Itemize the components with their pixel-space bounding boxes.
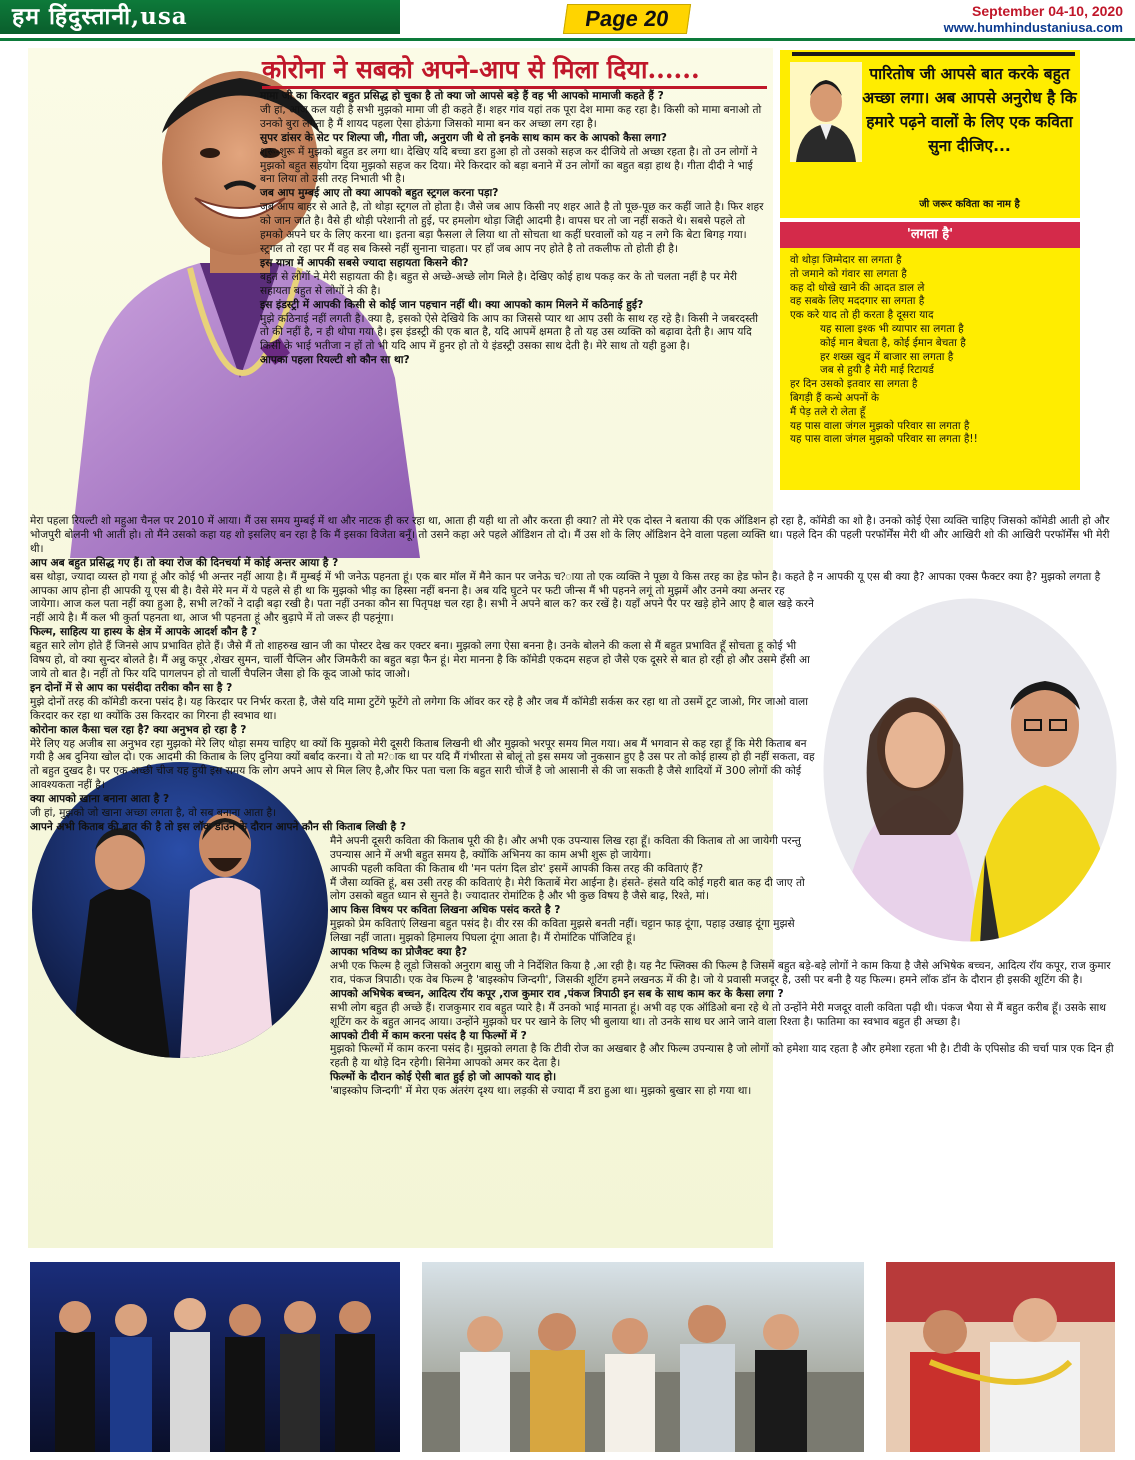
interview-question: कोरोना काल कैसा चल रहा है? क्या अनुभव हो रहा है ? (30, 723, 247, 736)
interview-answer: अभी एक फिल्म है लूडो जिसको अनुराग बासु जी ने निर्देशित किया है ,आ रही है। यह नैट फ्लिक्स की फिल्म है जिसमें बहुत बड़े-बड़े लोगों ने काम किया है जैसे अभिषेक बच्चन, आदित्य रॉय कपूर, राज कुमार राव, पंकज त्रिपाठी। एक वेब फिल्म है 'बाइस्कोप जिन्दगी', जिसकी शूटिंग हमने लखनऊ में की है। जो ये प्रवासी मजदूर है, उसी पर बनी है यह फिल्म। हमने लॉक डॉन के दौरान ही इसकी शूटिंग की है। (330, 960, 1111, 986)
header-rule (0, 38, 1135, 41)
interview-question: इस यात्रा में आपकी सबसे ज्यादा सहायता किसने की? (260, 256, 469, 269)
interview-answer: मैने अपनी दूसरी कविता की किताब पूरी की है। और अभी एक उपन्यास लिख रहा हूँ। कविता की किताब तो आ जायेगी परन्तु उपन्यास आने में अभी बहुत समय है, क्योंकि अभिनय का काम अभी शुरू हो जायेगा। (330, 834, 801, 861)
float-spacer-right-photo (815, 595, 1115, 945)
interview-question: फिल्मों के दौरान कोई ऐसी बात हुई हो जो आपको याद हो। (330, 1071, 557, 1084)
interviewer-photo (790, 62, 862, 162)
poem-intro: जी जरूर कविता का नाम है (919, 199, 1020, 210)
article-headline: कोरोना ने सबको अपने-आप से मिला दिया...... (262, 55, 700, 84)
poem-line: यह साला इश्क भी व्यापार सा लगता है (820, 322, 964, 335)
article-column-top (260, 90, 770, 368)
poem-line: यह पास वाला जंगल मुझको परिवार सा लगता है (790, 419, 970, 432)
poem-line: वो थोड़ा जिम्मेदार सा लगता है (790, 254, 902, 266)
poem-line: यह पास वाला जंगल मुझको परिवार सा लगता है!! (790, 433, 978, 446)
headline-rule (262, 86, 767, 89)
interview-answer: मेरे लिए यह अजीब सा अनुभव रहा मुझको मेरे लिए थोड़ा समय चाहिए था क्यों कि मुझको मेरी दूसरी किताब लिखनी थी और मुझको भरपूर समय मिल गया। अब मैं भगवान से कह रहा हूँ कि मेरी किताब बन गयी है अब दुनिया खोल दो। एक आदमी की किताब के लिए दुनिया क्यों बर्बाद करना। ये तो म?ाक था पर यदि मैं गंभीरता से बोलूं तो इस समय जो नुकसान हुए है उस पर तो कोई हास्य हो ही नहीं सकता, वह तो बहुत दुखद है। पर एक अच्छी चीज यह हुयी इस समय कि लोग अपने आप से मिल लिए है,और फिर पता चला कि बहुत सारी चीजें है जो आसानी से की जा सकती है जैसे शादियों में 300 लोगों की कोई आवश्यकता नहीं है। (30, 737, 815, 792)
float-spacer-left-photo (30, 840, 330, 1140)
masthead: हम हिंदुस्तानी,usa (0, 0, 400, 34)
poem-line: कोई मान बेचता है, कोई ईमान बेचता है (820, 336, 966, 349)
interview-question: आप अब बहुत प्रसिद्ध गए हैं। तो क्या रोज की दिनचर्या में कोई अन्तर आया है ? (30, 556, 339, 569)
interview-answer: मैं जैसा व्यक्ति हूं, बस उसी तरह की कविताएं है। मेरी किताबें मेरा आईना है। हंसते- हंसते यदि कोई गहरी बात कह दी जाए तो लोग उसको बहुत ध्यान से सुनते है। ज्यादातर रोमांटिक है और भी कुछ विषय है जैसे बाढ़, रिश्ते, मां। (330, 876, 805, 903)
site-url[interactable]: www.humhindustaniusa.com (943, 20, 1123, 35)
interview-answer: मुझको प्रेम कविताएं लिखना बहुत पसंद है। वीर रस की कविता मुझसे बनती नहीं। चट्टान फाड़ दूंगा, पहाड़ उखाड़ दूंगा मुझसे लिखा नहीं जाता। मुझको हिमालय पिघला दूंगा आता है। मैं रोमांटिक पॉजिटिव हूं। (330, 918, 795, 945)
interview-answer: बहुत सारे लोग होते हैं जिनसे आप प्रभावित होते हैं। जैसे मैं तो शाहरुख खान जी का पोस्टर देख कर एक्टर बना। मुझको लगा ऐसा बनना है। उनके बोलने की कला से मैं बहुत प्रभावित हूँ सोचता हू कोई भी विषय हो, वो क्या सुन्दर बोलते है। मैं अन्नु कपूर ,शेखर सुमन, चार्ली चैप्लिन और जिमकैरी का बहुत बड़ा फैन हूं। मेरा मानना है कि कॉमेडी एकदम सहज हो जैसे एक दूसरे से बात हो रही हो और उसमे हँसी आ जाये तो बात है। नहीं तो फिर यदि पागलपन हो तो चार्ली चैपलिन जैसा हो कि कूद जाओ फांद जाओ। (30, 640, 810, 680)
interview-question: आपको अभिषेक बच्चन, आदित्य रॉय कपूर ,राज कुमार राव ,पंकज त्रिपाठी इन सब के साथ काम कर के कैसा लगा ? (330, 987, 784, 1000)
article-column-full (30, 515, 1115, 1140)
interview-answer: मुझे कठिनाई नहीं लगती है। क्या है, इसको ऐसे देखिये कि आप का जिससे प्यार था आप उसी के साथ रह रहे है। किसी ने जबरदस्ती तो की नहीं है, न ही थोपा गया है। इस इंडस्ट्री की एक बात है, यदि आपमें क्षमता है तो यह उस व्यक्ति को बढ़ावा देती है। आप यदि किसी के भाई भतीजा न हों तो भी यदि आप में हुनर हो तो ये इंडस्ट्री उसका साथ देती है। मेरे साथ तो यही हुआ है। (260, 312, 759, 353)
poem-line: एक करे याद तो ही करता है दूसरा याद (790, 309, 934, 322)
poem-line: बिगड़ी हैं कन्धे अपनों के (790, 391, 879, 404)
interview-question: क्या आपको खाना बनाना आता है ? (30, 793, 170, 806)
poem-line: जब से हुयी है मेरी माई रिटायर्ड (820, 364, 934, 377)
interview-answer: जी हां, आज कल यही है सभी मुझको मामा जी ही कहते हैं। शहर गांव यहां तक पूरा देश मामा कह रहा है। किसी को मामा बनाओ तो उनको बुरा लगता है मैं शायद पहला ऐसा होऊंगा जिसको मामा बन कर अच्छा लग रहा है। (260, 103, 762, 130)
interview-answer: मेरा पहला रियल्टी शो महुआ चैनल पर 2010 में आया। मैं उस समय मुम्बई में था और नाटक ही कर रहा था, आता ही यही था तो और करता ही क्या? तो मेरे एक दोस्त ने बताया की एक ऑडिशन हो रहा है, कॉमेडी का शो है। उनको कोई ऐसा व्यक्ति चाहिए जिसको कॉमेडी आती हो और भोजपुरी बोलनी भी आती हो। तो मैंने उसको कहा यह शो इसलिए बन रहा है कि मैं इसका विजेता बनूँ। तो उसने कहा अरे पहले ऑडिशन तो दो। मैं उस शो के लिए ऑडिशन देने वाला पहला व्यक्ति था। पहले दिन की पहली परफॉर्मेंस मेरी थी और आखिरी शो की आखिरी परफॉर्मेंस भी मेरी थी। (30, 515, 1110, 555)
sidebar-quote: पारितोष जी आपसे बात करके बहुत अच्छा लगा। अब आपसे अनुरोध है कि हमारे पढ़ने वालों के लिए एक कविता सुना दीजिए... (862, 65, 1077, 155)
interview-answer: 'बाइस्कोप जिन्दगी' में मेरा एक अंतरंग दृश्य था। लड़की से ज्यादा मैं डरा हुआ था। मुझको बुखार सा हो गया था। (330, 1085, 752, 1098)
interview-question: इन दोनों में से आप का पसंदीदा तरीका कौन सा है ? (30, 681, 233, 694)
interview-answer: सभी लोग बहुत ही अच्छे हैं। राजकुमार राव बहुत प्यारे है। मैं उनको भाई मानता हूं। अभी वह एक ऑडिओ बना रहे थे तो उन्होंने मेरी मजदूर वाली कविता पढ़ी थी। पंकज भैया से मैं बहुत करीब हूँ। उसके साथ शूटिंग कर के बहुत आनद आया। उन्होंने मुझको घर पर खाने के लिए भी बुलाया था। तो उनके साथ घर आने जाने वाला रिश्ता है। फातिमा का स्वभाव बहुत ही अच्छा है। (330, 1001, 1107, 1028)
interview-question: आप किस विषय पर कविता लिखना अधिक पसंद करते है ? (330, 904, 561, 917)
sidebar-rule (792, 52, 1075, 56)
poem-line: मैं पेड़ तले रो लेता हूँ (790, 405, 866, 418)
interview-question: मामा जी का किरदार बहुत प्रसिद्ध हो चुका है तो क्या जो आपसे बड़े हैं वह भी आपको मामाजी कहते हैं ? (260, 90, 664, 102)
poem-line: वह सबके लिए मददगार सा लगता है (790, 295, 925, 308)
issue-date: September 04-10, 2020 (972, 3, 1123, 19)
poem-line: हर दिन उसको इतवार सा लगता है (790, 378, 918, 391)
interview-answer: जी हां, मुझको जो खाना अच्छा लगता है, वो सब बनाना आता है। (30, 807, 277, 820)
interview-question: जब आप मुम्बई आए तो क्या आपको बहुत स्ट्रगल करना पड़ा? (260, 187, 499, 200)
interview-question: आपका पहला रियल्टी शो कौन सा था? (260, 354, 410, 367)
poem-title: 'लगता है' (780, 222, 1080, 248)
poem (790, 254, 1075, 447)
poem-line: कह दो धोखे खाने की आदत डाल ले (790, 281, 925, 294)
interview-answer: बहुत से लोगों ने मेरी सहायता की है। बहुत से अच्छे-अच्छे लोग मिले है। देखिए कोई हाथ पकड़ कर के तो चलता नहीं है पर मेरी सहायता बहुत से लोगों ने की है। (260, 270, 737, 297)
interview-question: फिल्म, साहित्य या हास्य के क्षेत्र में आपके आदर्श कौन है ? (30, 626, 257, 639)
interview-question: आपने अभी किताब की बात की है तो इस लॉक डाउन के दौरान आपने कौन सी किताब लिखी है ? (30, 820, 406, 833)
interview-question: सुपर डांसर के सेट पर शिल्पा जी, गीता जी, अनुराग जी थे तो इनके साथ काम कर के आपको कैसा लगा? (260, 131, 667, 144)
poem-line: हर शख्स खुद में बाजार सा लगता है (820, 350, 954, 363)
interview-question: आपका भविष्य का प्रोजैक्ट क्या है? (330, 946, 468, 959)
poem-line: तो जमाने को गंवार सा लगता है (790, 267, 907, 280)
interview-answer: आपकी पहली कविता की किताब थी 'मन पतंग दिल डोर' इसमें आपकी किस तरह की कविताएं हैं? (330, 862, 704, 875)
interview-answer: शुरू-शुरू में मुझको बहुत डर लगा था। देखिए यदि बच्चा डरा हुआ हो तो उसको सहज कर दीजिये तो अच्छा रहता है। तो उन लोगों ने मुझको बहुत सहयोग दिया मुझको सहज कर दिया। मेरे किरदार को बड़ा बनाने में उन लोगों का बहुत बड़ा हाथ है। गीता दीदी ने भाई बना लिया तो उसी तरह निभाती भी है। (260, 145, 758, 186)
bottom-photo-strip (30, 1262, 1115, 1452)
interview-question: इस इंडस्ट्री में आपकी किसी से कोई जान पहचान नहीं थी। क्या आपको काम मिलने में कठिनाई हुई? (260, 298, 644, 311)
page-header (0, 0, 1135, 42)
interview-answer: जब आप बाहर से आते है, तो थोड़ा स्ट्रगल तो होता है। जैसे जब आप किसी नए शहर आते है तो पूछ-पूछ कर कहीं जाते है। फिर शहर को जान जाते है। वैसे ही थोड़ी परेशानी तो हुई, पर हमलोग थोड़ा जिद्दी आदमी है। वापस घर तो जा नहीं सकते थे। सबसे पहले तो हमको अपने घर के लिए करना था। इतना बड़ा फैसला ले लिया था तो सोचता था कहीं घरवालों को यह न लगे कि बेटा बिगड़ गया। स्ट्रगल तो रहा पर मैं वह सब किस्से नहीं सुनाना चाहता। पर हाँ जब आप नए होते है तो तकलीफ तो होती ही है। (260, 201, 764, 255)
interview-answer: बस थोड़ा, ज्यादा व्यस्त हो गया हूं और कोई भी अन्तर नहीं आया है। मैं मुम्बई में भी जनेऊ पहनता हूं। एक बार मॉल में मैने कान पर जनेऊ च?ाया तो एक व्यक्ति ने पूछा ये किस तरह का हेड फोन है। कहते है न आपकी यू एस बी क्या है? आपका एक्स फैक्टर क्या है? मुझको लगता है आपका आप होना ही आपकी यू एस बी है। वैसे मेरे मन में ये पहले से ही था कि मुझको भीड़ का हिस्सा नहीं बनना है। अब यदि घुटने पर फटी जीन्स मैं भी पहनने लगूं तो मुझमें और उनमे क्या अन्तर रह जायेगा। आज कल पता नहीं क्या हुआ है, सभी ल?कों ने दाढ़ी बढ़ा रखी है। पता नहीं उनका कौन सा पितृपक्ष चल रहा है। सभी ने अपने बाल क? कर रखें है। यहाँ अपने पैर पर खड़े होने आए है बाल खड़े करने नहीं आये है। मैं कल भी कुर्ता पहनता था, आज भी पहनता हूं और बुढ़ापे में तो जरूर ही पहनूंगा। (30, 570, 1101, 625)
interview-answer: मुझको फिल्मों में काम करना पसंद है। मुझको लगता है कि टीवी रोज का अखबार है और फिल्म उपन्यास है जो लोगों को हमेशा याद रहता है और हमेशा रहता भी है। टीवी के एपिसोड की चर्चा पात्र एक दिन ही रहती है या थोड़े दिन रहेगी। सिनेमा आपको अमर कर देता है। (330, 1043, 1114, 1070)
interview-question: आपको टीवी में काम करना पसंद है या फिल्मों में ? (330, 1029, 527, 1042)
page-number: Page 20 (563, 4, 691, 34)
interview-answer: मुझे दोनों तरह की कॉमेडी करना पसंद है। यह किरदार पर निर्भर करता है, जैसे यदि मामा टुटेंगे फूटेंगे तो लगेगा कि ऑवर कर रहे है और जब मैं कॉमेडी सर्कस कर रहा था तो उसमें टूट जाओ, गिर जाओ वाला किरदार कर रहा था क्योंकि उस किरदार का गिरना ही स्वभाव था। (30, 695, 808, 722)
